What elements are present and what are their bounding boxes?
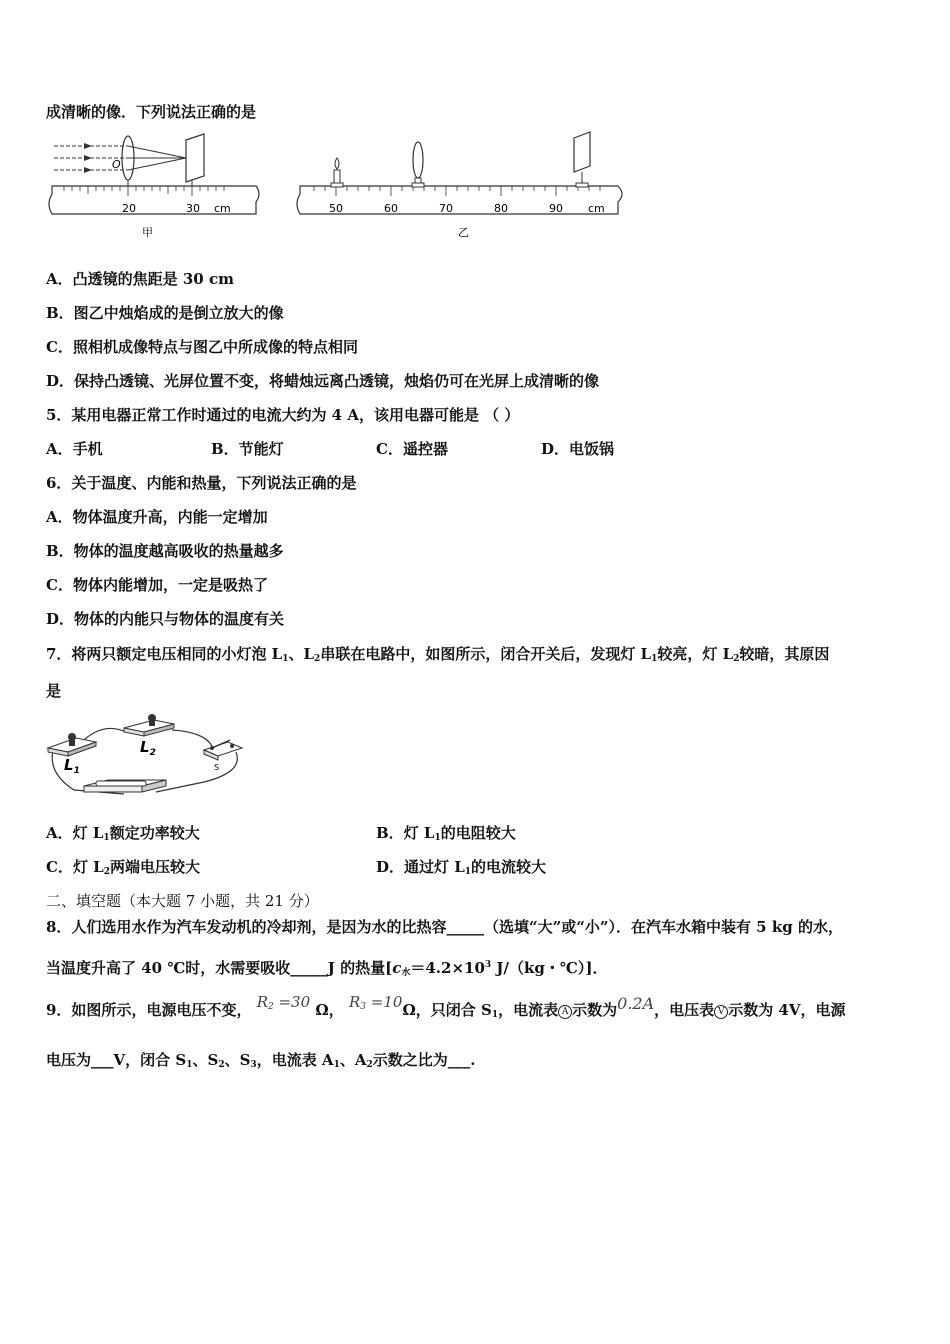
switch-s [204,740,242,772]
label-l1: $L_1$ [64,756,80,776]
q5-option-d: D．电饭锅 [541,440,615,458]
q6-option-b: B．物体的温度越高吸收的热量越多 [46,542,284,560]
ruler-b-tick-50: 50 [329,202,343,215]
screen-b [574,132,590,187]
r2-formula: $R_2 =30$ [256,993,311,1012]
q7-stem: 7．将两只额定电压相同的小灯泡 $L_1$、$L_2$串联在电路中，如图所示，闭合开关后，发现灯 $L_1$较亮，灯 $L_2$较暗，其原因 [46,645,830,664]
q6-option-a: A．物体温度升高，内能一定增加 [46,508,268,526]
q5-option-a: A．手机 [46,440,103,458]
ruler-a-tick-20: 20 [122,202,136,215]
q5-option-b: B．节能灯 [211,440,284,458]
question-intro: 成清晰的像．下列说法正确的是 [46,103,257,121]
q4-option-a: A．凸透镜的焦距是 30 cm [46,270,234,288]
q7-option-b: B．灯 $L_1$的电阻较大 [376,824,516,843]
ruler-a-tick-30: 30 [186,202,200,215]
q6-stem: 6．关于温度、内能和热量，下列说法正确的是 [46,474,357,492]
current-value: 0.2A [617,994,655,1013]
q5-stem: 5．某用电器正常工作时通过的电流大约为 4 A，该用电器可能是 （ ） [46,406,520,424]
lens-b [412,142,424,187]
lens-figure [44,128,644,248]
lamp-l2 [124,714,174,758]
circuit-figure [44,712,244,802]
q7-stem-line2: 是 [46,682,62,700]
q7-option-a: A．灯 $L_1$额定功率较大 [46,824,200,843]
q5-option-c: C．遥控器 [376,440,448,458]
candle [331,158,343,187]
battery [84,780,166,792]
ruler-b-tick-80: 80 [494,202,508,215]
q7-option-c: C．灯 $L_2$两端电压较大 [46,858,200,877]
q9-line1: 9．如图所示，电源电压不变， $R_2 =30$ Ω， $R_3 =10\Omega$，只闭合 $S_1$，电流表 A 示数为0.2A，电压表 V 示数为 4V，电源 [46,993,846,1020]
q9-line2: 电压为___V，闭合 $S_1$、$S_2$、$S_3$，电流表 $A_1$、$A_2$示数之比为___. [46,1051,476,1070]
section-heading: 二、填空题（本大题 7 小题，共 21 分） [46,892,319,910]
q8-line2: 当温度升高了 40 ℃时，水需要吸收_____J 的热量[$c_水=4.2\times 10^3$ J/（kg・℃）]． [46,959,608,978]
ruler-b-tick-60: 60 [384,202,398,215]
q4-option-b: B．图乙中烛焰成的是倒立放大的像 [46,304,284,322]
figure-caption-b: 乙 [458,226,469,239]
ruler-b-unit: cm [588,202,605,215]
q4-option-d: D．保持凸透镜、光屏位置不变，将蜡烛远离凸透镜，烛焰仍可在光屏上成清晰的像 [46,372,600,390]
label-l2: $L_2$ [140,738,156,758]
voltmeter-icon: V [714,1005,728,1019]
r3-formula: $R_3 =10$ [348,993,403,1012]
q6-option-c: C．物体内能增加，一定是吸热了 [46,576,268,594]
ruler-a [49,186,259,215]
figure-caption-a: 甲 [142,226,153,239]
lens-a [54,134,204,186]
q7-option-d: D．通过灯 $L_1$的电流较大 [376,858,547,877]
q8-line1: 8．人们选用水作为汽车发动机的冷却剂，是因为水的比热容_____（选填“大”或“小”）．在汽车水箱中装有 5 kg 的水， [46,918,843,936]
ruler-a-unit: cm [214,202,231,215]
ruler-b [297,186,622,215]
q4-option-c: C．照相机成像特点与图乙中所成像的特点相同 [46,338,358,356]
lens-center-label: O [112,158,121,171]
label-s: S [214,763,220,772]
ammeter-icon: A [558,1005,572,1019]
ruler-b-tick-90: 90 [549,202,563,215]
ruler-b-tick-70: 70 [439,202,453,215]
q6-option-d: D．物体的内能只与物体的温度有关 [46,610,285,628]
